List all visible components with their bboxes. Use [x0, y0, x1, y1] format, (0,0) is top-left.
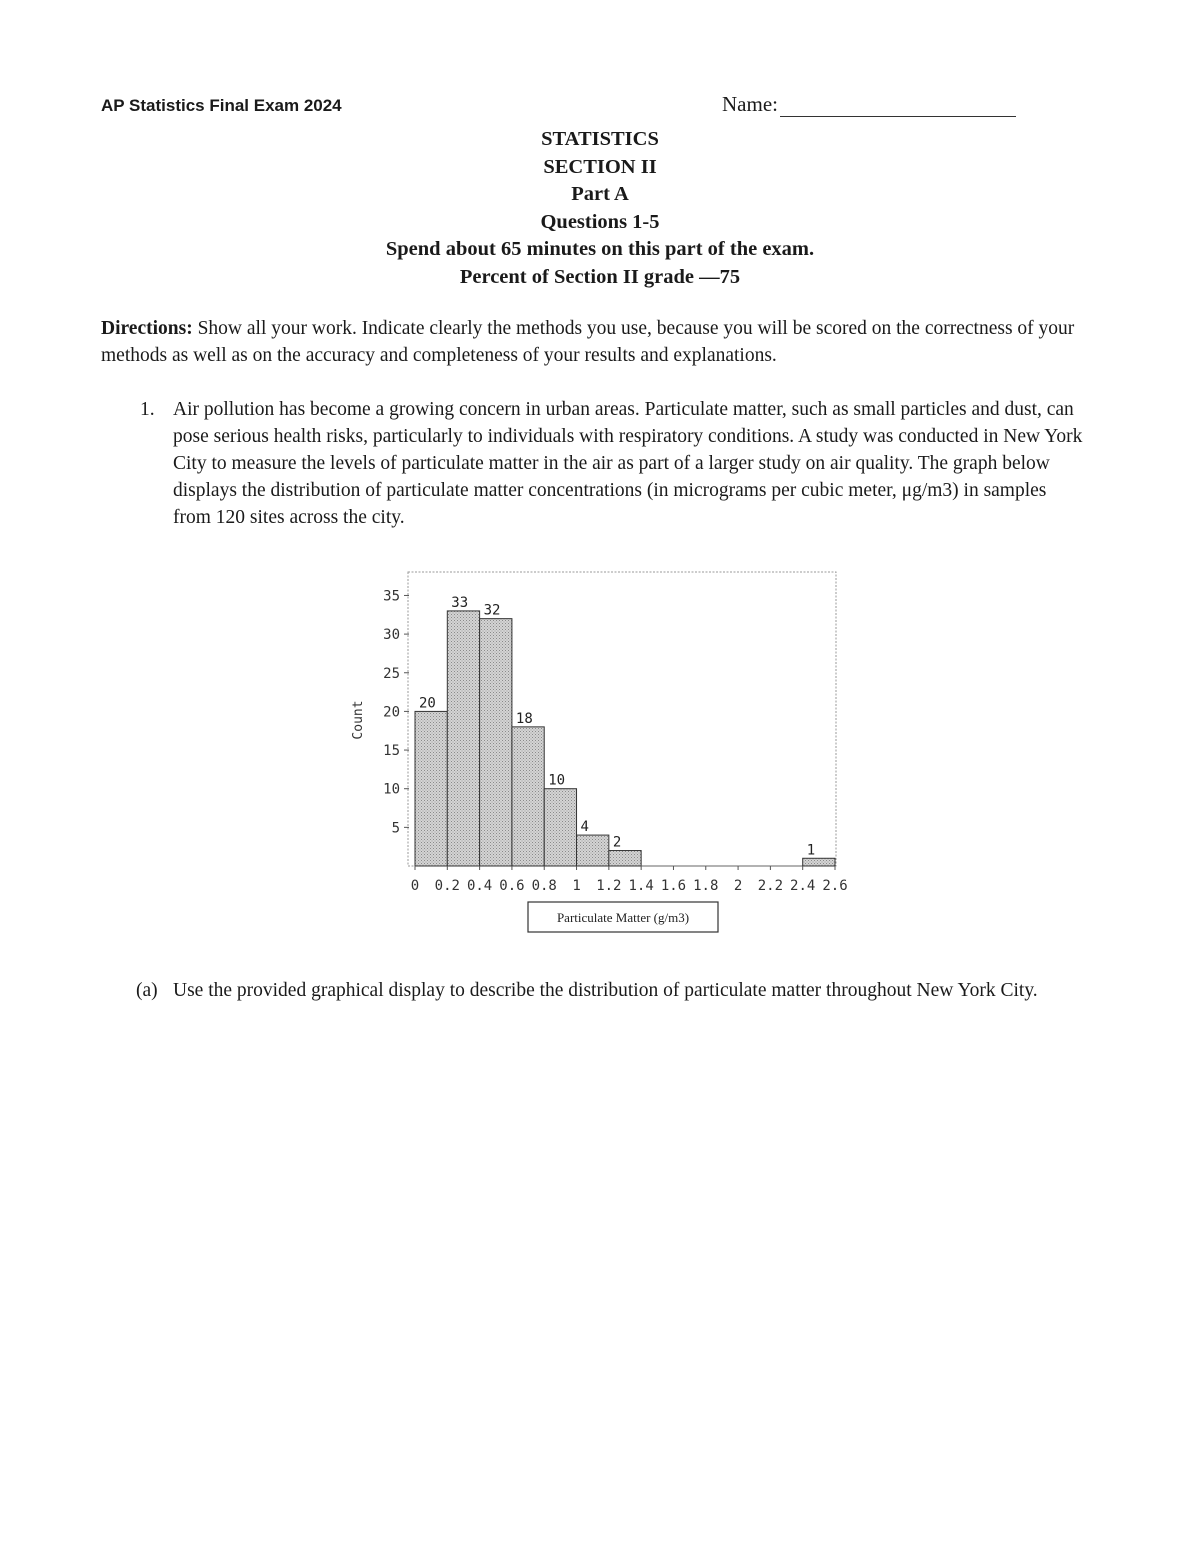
bar-count-label: 1: [806, 842, 816, 859]
y-tick-label: 10: [383, 781, 400, 798]
x-axis-label: Particulate Matter (g/m3): [556, 910, 690, 925]
question-1-text: Air pollution has become a growing concern in urban areas. Particulate matter, such as small particles and dust, can pose serious health risks, particularly to individuals with respiratory conditions. A study was conducted in New York City to measure the levels of particulate matter in the air as part of a larger study on air quality. The graph below displays the distribution of particulate matter concentrations (in micrograms per cubic meter, μg/m3) in samples from 120 sites across the city.: [173, 399, 1083, 528]
header-line-time: Spend about 65 minutes on this part of the exam.: [385, 238, 815, 260]
question-1a-text: Use the provided graphical display to describe the distribution of particulate matter throughout New York City.: [173, 980, 1038, 1001]
x-tick-label: 2.4: [790, 878, 816, 894]
header-line-questions: Questions 1-5: [540, 210, 660, 233]
x-tick-label: 0.2: [434, 878, 460, 894]
x-tick-label: 1.6: [660, 878, 687, 894]
bar-count-label: 10: [548, 772, 566, 789]
histogram-svg: [340, 560, 860, 940]
y-tick-label: 15: [383, 743, 400, 760]
x-tick-label: 2.2: [757, 878, 784, 894]
x-tick-label: 0.6: [499, 878, 525, 894]
bar-count-label: 20: [419, 695, 436, 712]
histogram-bar: [447, 611, 479, 866]
x-tick-label: 1.8: [693, 878, 719, 894]
x-tick-label: 1.4: [628, 878, 654, 894]
x-tick-label: 0: [410, 878, 420, 894]
question-1-number: 1.: [140, 399, 155, 420]
name-blank-line[interactable]: [780, 94, 1016, 117]
bar-count-label: 4: [580, 819, 589, 836]
histogram-bar: [803, 858, 835, 866]
histogram-bar: [480, 619, 512, 866]
histogram-bar: [415, 711, 447, 866]
y-tick-label: 5: [391, 820, 400, 837]
directions-text: Show all your work. Indicate clearly the methods you use, because you will be scored on the correctness of your methods as well as on the accuracy and completeness of your results and explanations.: [101, 318, 1075, 366]
x-tick-label: 1: [572, 878, 581, 894]
histogram-bar: [577, 835, 609, 866]
x-tick-label: 1.2: [596, 878, 622, 894]
bar-count-label: 33: [451, 594, 469, 611]
name-label: Name:: [722, 92, 778, 116]
x-tick-label: 0.8: [531, 878, 557, 894]
header-line-statistics: STATISTICS: [541, 128, 659, 150]
x-tick-label: 0.4: [466, 878, 493, 894]
histogram-bar: [609, 851, 641, 866]
bar-count-label: 32: [483, 602, 501, 619]
histogram-bar: [544, 789, 576, 866]
y-tick-label: 20: [383, 704, 400, 721]
x-tick-label: 2: [733, 878, 743, 894]
y-tick-label: 30: [383, 627, 400, 644]
name-field[interactable]: [722, 92, 1016, 117]
bar-count-label: 2: [612, 834, 622, 851]
y-tick-label: 35: [383, 588, 400, 605]
directions: [101, 315, 1091, 369]
x-tick-label: 2.6: [822, 878, 848, 894]
y-axis-label: Count: [351, 700, 366, 740]
histogram-bar: [512, 727, 544, 866]
section-header: [0, 126, 1200, 291]
bar-count-label: 18: [515, 710, 533, 727]
histogram-chart: [340, 560, 860, 945]
header-line-part: Part A: [571, 183, 629, 205]
y-tick-label: 25: [383, 665, 400, 682]
header-line-percent: Percent of Section II grade —75: [459, 265, 741, 288]
header-line-section: SECTION II: [543, 155, 657, 178]
question-1a-number: (a): [136, 980, 158, 1001]
directions-label: Directions:: [101, 318, 193, 339]
exam-title: AP Statistics Final Exam 2024: [101, 96, 342, 115]
